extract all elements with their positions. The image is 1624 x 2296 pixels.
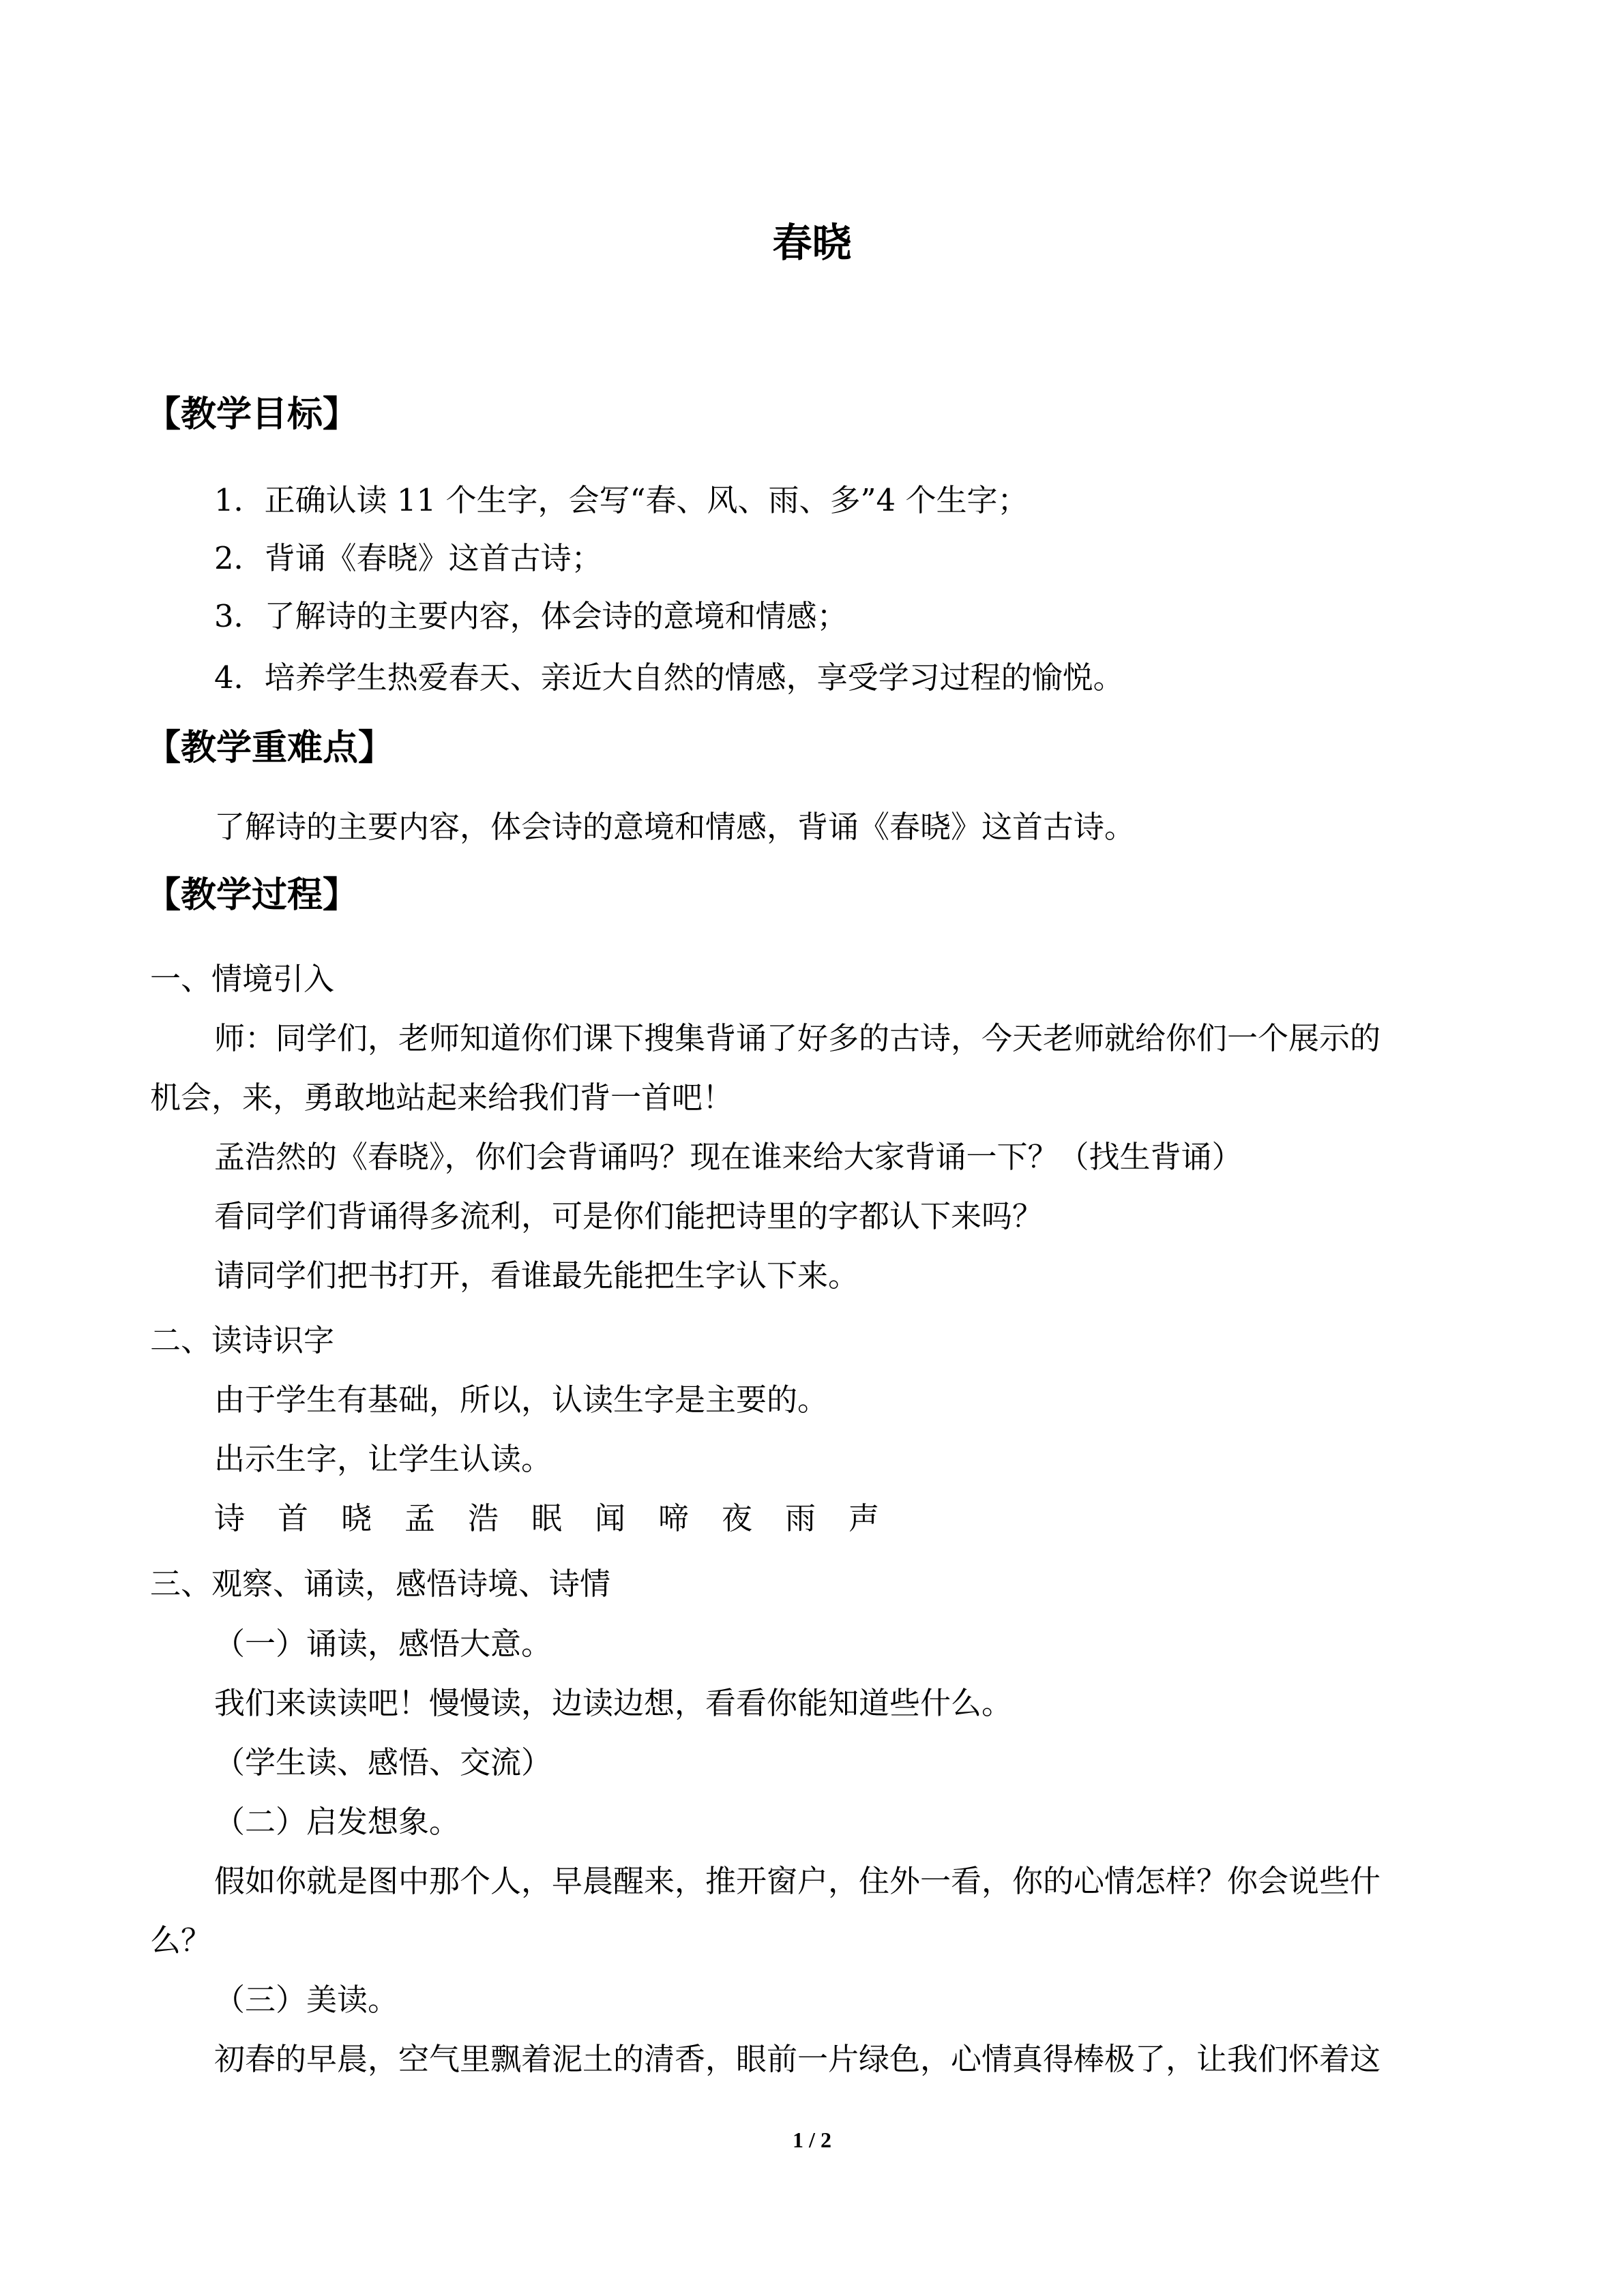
character-item: 晓 [341, 1500, 372, 1536]
character-item: 浩 [468, 1500, 499, 1536]
character-item: 眠 [531, 1500, 563, 1536]
new-characters-list [214, 1497, 912, 1540]
key-points-text: 了解诗的主要内容，体会诗的意境和情感，背诵《春晓》这首古诗。 [214, 809, 1136, 845]
part1-paragraph-3: 看同学们背诵得多流利，可是你们能把诗里的字都认下来吗？ [214, 1198, 1044, 1234]
part2-paragraph-1: 由于学生有基础，所以，认读生字是主要的。 [214, 1382, 829, 1418]
part3-title: 三、观察、诵读，感悟诗境、诗情 [150, 1566, 611, 1602]
part3-sub1-paragraph-2: （学生读、感悟、交流） [214, 1744, 552, 1780]
goal-item-4: 4．培养学生热爱春天、亲近大自然的情感，享受学习过程的愉悦。 [214, 659, 1124, 696]
part1-paragraph-2: 孟浩然的《春晓》，你们会背诵吗？现在谁来给大家背诵一下？（找生背诵） [214, 1139, 1243, 1175]
section-heading-goals: 【教学目标】 [145, 394, 359, 435]
part3-sub3-paragraph-1: 初春的早晨，空气里飘着泥土的清香，眼前一片绿色，心情真得棒极了，让我们怀着这 [214, 2041, 1381, 2077]
part2-paragraph-2: 出示生字，让学生认读。 [214, 1441, 552, 1477]
page-number: 1 / 2 [793, 2128, 831, 2152]
part1-title: 一、情境引入 [150, 961, 335, 997]
character-item: 诗 [214, 1500, 246, 1536]
character-item: 啼 [658, 1500, 690, 1536]
part3-sub2-title: （二）启发想象。 [214, 1804, 460, 1840]
character-item: 雨 [785, 1500, 816, 1536]
part2-title: 二、读诗识字 [150, 1322, 335, 1358]
part3-sub2-paragraph-1-line-1: 假如你就是图中那个人，早晨醒来，推开窗户，住外一看，你的心情怎样？你会说些什 [214, 1863, 1381, 1899]
section-heading-process: 【教学过程】 [145, 875, 359, 916]
character-item: 声 [848, 1500, 880, 1536]
character-item: 闻 [595, 1500, 626, 1536]
part3-sub1-title: （一）诵读，感悟大意。 [214, 1626, 552, 1662]
part3-sub3-title: （三）美读。 [214, 1982, 399, 2018]
character-item: 孟 [404, 1500, 436, 1536]
part1-paragraph-4: 请同学们把书打开，看谁最先能把生字认下来。 [214, 1257, 859, 1294]
part3-sub1-paragraph-1: 我们来读读吧！慢慢读，边读边想，看看你能知道些什么。 [214, 1685, 1013, 1721]
section-heading-key-points: 【教学重难点】 [145, 728, 394, 769]
part3-sub2-paragraph-1-line-2: 么？ [150, 1922, 212, 1958]
part1-paragraph-1-line-1: 师：同学们，老师知道你们课下搜集背诵了好多的古诗，今天老师就给你们一个展示的 [214, 1020, 1381, 1056]
character-item: 夜 [722, 1500, 753, 1536]
goal-item-1: 1．正确认读 11 个生字，会写“春、风、雨、多”4 个生字； [214, 482, 1029, 518]
page-title: 春晓 [772, 220, 852, 266]
goal-item-2: 2．背诵《春晓》这首古诗； [214, 540, 602, 576]
character-item: 首 [278, 1500, 309, 1536]
goal-item-3: 3．了解诗的主要内容，体会诗的意境和情感； [214, 598, 848, 634]
part1-paragraph-1-line-2: 机会，来，勇敢地站起来给我们背一首吧！ [150, 1079, 734, 1116]
